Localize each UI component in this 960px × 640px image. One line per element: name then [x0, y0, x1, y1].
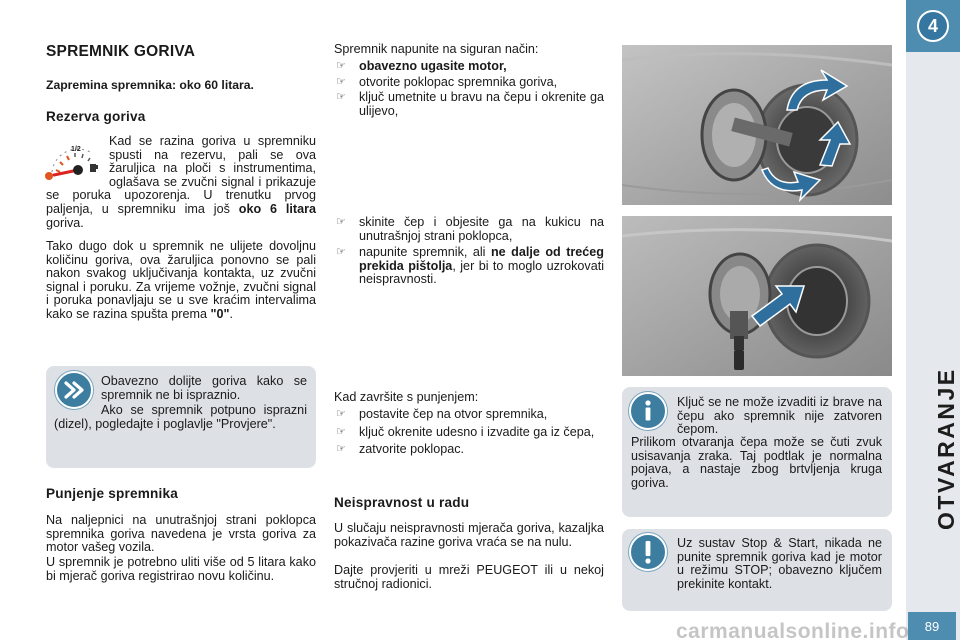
filling-heading: Punjenje spremnika [46, 486, 179, 501]
fault-heading: Neispravnost u radu [334, 495, 470, 510]
hand-pointer-icon: ☞ [336, 216, 346, 228]
warning-note-p1-start: Uz sustav Stop & Start, nikada ne punite spremnik goriva kad je motor u režimu STOP; obavezno ključem prekinite kontakt. [677, 536, 882, 591]
fault-paragraph-1: U slučaju neispravnosti mjerača goriva, kazaljka pokazivača razine goriva vraća se na nulu. [334, 521, 604, 549]
filling-paragraph-2: U spremnik je potrebno uliti više od 5 litara kako bi mjerač goriva registrirao novu količinu. [46, 555, 316, 583]
chapter-title: OTVARANJE [933, 367, 959, 530]
step-item: ☞ skinite čep i objesite ga na kukicu na unutrašnjoj strani poklopca, [336, 215, 604, 243]
reserve-heading: Rezerva goriva [46, 109, 146, 124]
page-number: 89 [908, 612, 956, 640]
step-item: ☞ obavezno ugasite motor, [336, 59, 507, 73]
chapter-number: 4 [917, 10, 949, 42]
steps-list-2 [334, 216, 604, 287]
step-item: ☞ zatvorite poklopac. [336, 442, 465, 457]
page-title: SPREMNIK GORIVA [46, 43, 196, 60]
exclamation-icon [629, 533, 667, 571]
info-note-p2: Prilikom otvaranja čepa može se čuti zvuk usisavanja zraka. Taj podtlak je normalna pojava, a nastaje zbog brtvljenja kruga goriva. [631, 435, 882, 490]
info-note-p1: Ključ se ne može izvaditi iz brave na čepu ako spremnik nije zatvoren čepom. [677, 395, 882, 437]
fuel-cap-key-illustration [622, 216, 892, 376]
reserve-paragraph-1: Kad se razina goriva u spremniku spusti na rezervu, pali se ova žaruljica na ploči s instrumentima, oglašava se zvučni signal i prikazuje se poruka upozorenja. U trenutku prvog paljenja, u spremniku ima još oko 6 litara goriva. [46, 134, 316, 230]
info-icon [629, 392, 667, 430]
gauge-half-label: 1/2 [71, 146, 81, 153]
step-item: ☞ ključ okrenite udesno i izvadite ga iz čepa, [336, 424, 595, 439]
fault-paragraph-2: Dajte provjeriti u mreži PEUGEOT ili u nekoj stručnoj radionici. [334, 563, 604, 591]
step-item: ☞ napunite spremnik, ali ne dalje od trećeg prekida pištolja, jer bi to moglo uzrokovati neispravnosti. [336, 245, 604, 287]
watermark: carmanualsonline.info [676, 620, 910, 640]
step-item: ☞ ključ umetnite u bravu na čepu i okrenite ga ulijevo, [336, 90, 604, 118]
tank-capacity: Zapremina spremnika: oko 60 litara. [46, 78, 254, 92]
steps-intro: Spremnik napunite na siguran način: [334, 42, 539, 56]
step-item: ☞ otvorite poklopac spremnika goriva, [336, 74, 558, 89]
reserve-paragraph-2: Tako dugo dok u spremnik ne ulijete dovoljnu količinu goriva, ova žaruljica ponovno se pali nakon svakog uključivanja kontakta, uz zvučni signal i poruku. Za vrijeme vožnje, zvučni signal i poruka ponavljaju se u sve kraćim intervalima kako se razina spušta prema "0". [46, 239, 316, 321]
hand-pointer-icon: ☞ [336, 408, 346, 420]
filling-paragraph-1: Na naljepnici na unutrašnjoj strani poklopca spremnika goriva navedena je vrsta goriva za motor vašeg vozila. [46, 513, 316, 555]
refuel-note-p2: Ako se spremnik potpuno isprazni (dizel), pogledajte i poglavlje "Provjere". [54, 403, 307, 431]
fuel-cap-open-illustration [622, 45, 892, 205]
step-item: ☞ postavite čep na otvor spremnika, [336, 407, 548, 421]
hand-pointer-icon: ☞ [336, 443, 346, 456]
hand-pointer-icon: ☞ [336, 425, 346, 438]
hand-pointer-icon: ☞ [336, 246, 346, 259]
after-intro: Kad završite s punjenjem: [334, 390, 479, 404]
hand-pointer-icon: ☞ [336, 60, 346, 72]
steps-list-1 [334, 60, 604, 118]
hand-pointer-icon: ☞ [336, 91, 346, 104]
after-list [334, 408, 604, 457]
chapter-tab [906, 0, 960, 640]
hand-pointer-icon: ☞ [336, 75, 346, 88]
refuel-note-p1: Obavezno dolijte goriva kako se spremnik ne bi ispraznio. [101, 374, 307, 402]
